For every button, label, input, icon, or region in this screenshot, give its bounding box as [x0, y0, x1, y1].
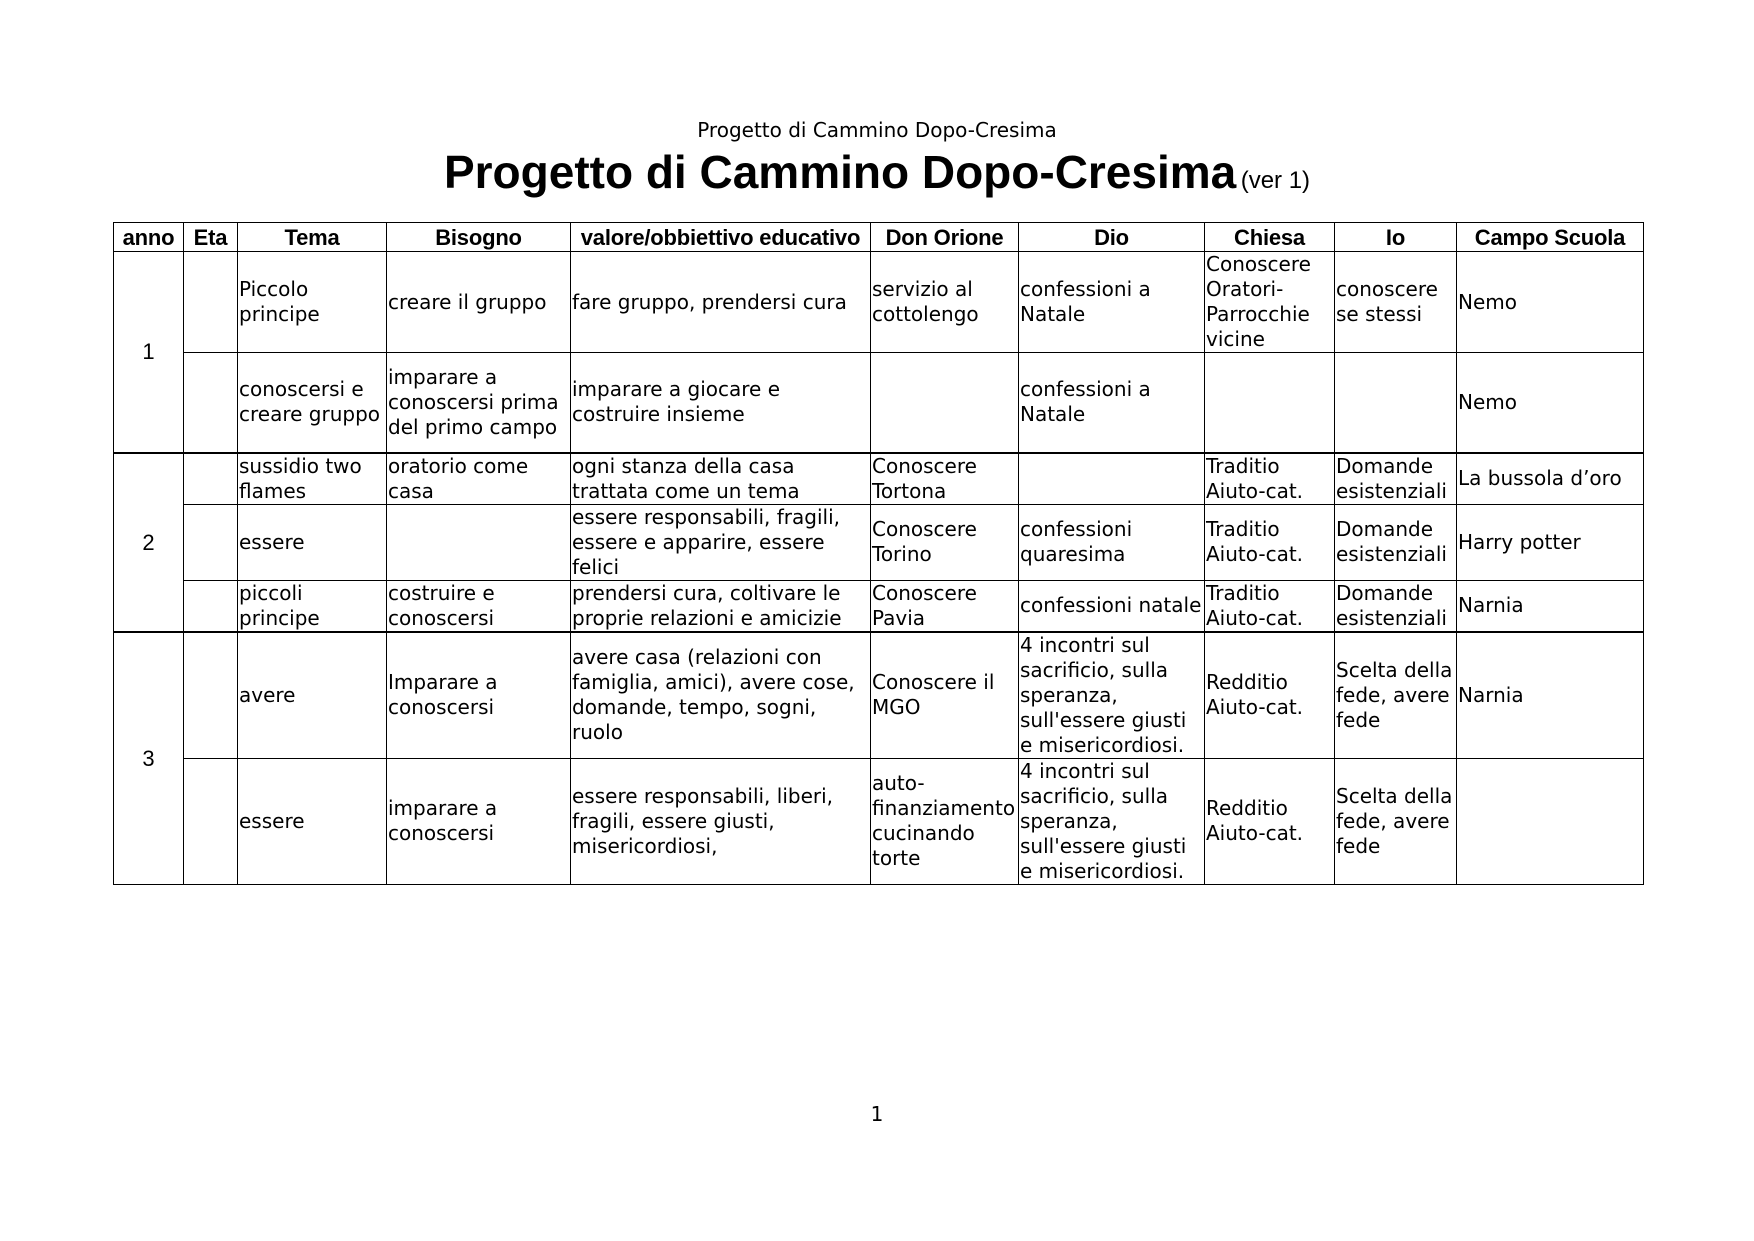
cell-io: Scelta della fede, avere fede [1335, 632, 1457, 759]
cell-campo-scuola: Narnia [1457, 632, 1644, 759]
column-header-valore: valore/obbiettivo educativo [571, 223, 871, 252]
cell-io: Domande esistenziali [1335, 453, 1457, 505]
page-title-block [0, 144, 1754, 212]
cell-dio [1019, 453, 1205, 505]
table-header-row [114, 223, 1644, 252]
column-header-io: Io [1335, 223, 1457, 252]
cell-bisogno: imparare a conoscersi [387, 758, 571, 884]
cell-dio: confessioni a Natale [1019, 353, 1205, 453]
cell-tema: sussidio two flames [238, 453, 387, 505]
cell-io: conoscere se stessi [1335, 252, 1457, 353]
cell-valore: essere responsabili, liberi, fragili, essere giusti, misericordiosi, [571, 758, 871, 884]
cell-io [1335, 353, 1457, 453]
cell-chiesa: Redditio Aiuto-cat. [1205, 632, 1335, 759]
version-label: (ver 1) [1240, 167, 1311, 194]
cell-tema: conoscersi e creare gruppo [238, 353, 387, 453]
table-row [114, 580, 1644, 632]
column-header-tema: Tema [238, 223, 387, 252]
header-small-title: Progetto di Cammino Dopo-Cresima [697, 118, 1057, 142]
cell-dio: confessioni quaresima [1019, 504, 1205, 580]
cell-chiesa: Traditio Aiuto-cat. [1205, 504, 1335, 580]
cell-campo-scuola: Harry potter [1457, 504, 1644, 580]
cell-chiesa: Traditio Aiuto-cat. [1205, 453, 1335, 505]
year-cell: 2 [114, 453, 184, 632]
cell-bisogno: oratorio come casa [387, 453, 571, 505]
cell-chiesa: Conoscere Oratori-Parrocchie vicine [1205, 252, 1335, 353]
column-header-dio: Dio [1019, 223, 1205, 252]
cell-dio: confessioni natale [1019, 580, 1205, 632]
column-header-eta: Eta [184, 223, 238, 252]
year-cell: 1 [114, 252, 184, 453]
cell-don-orione: servizio al cottolengo [871, 252, 1019, 353]
cell-campo-scuola: Nemo [1457, 252, 1644, 353]
cell-valore: fare gruppo, prendersi cura [571, 252, 871, 353]
cell-dio: 4 incontri sul sacrificio, sulla speranza, sull'essere giusti e misericordiosi. [1019, 758, 1205, 884]
cell-bisogno: imparare a conoscersi prima del primo campo [387, 353, 571, 453]
cell-valore: imparare a giocare e costruire insieme [571, 353, 871, 453]
cell-eta [184, 580, 238, 632]
cell-eta [184, 353, 238, 453]
table-row [114, 353, 1644, 453]
cell-tema: essere [238, 504, 387, 580]
plan-table [113, 222, 1644, 885]
cell-dio: 4 incontri sul sacrificio, sulla speranza, sull'essere giusti e misericordiosi. [1019, 632, 1205, 759]
cell-valore: avere casa (relazioni con famiglia, amici), avere cose, domande, tempo, sogni, ruolo [571, 632, 871, 759]
cell-eta [184, 632, 238, 759]
cell-bisogno [387, 504, 571, 580]
year-cell: 3 [114, 632, 184, 885]
cell-eta [184, 504, 238, 580]
cell-valore: essere responsabili, fragili, essere e apparire, essere felici [571, 504, 871, 580]
table-row [114, 453, 1644, 505]
cell-don-orione: Conoscere Pavia [871, 580, 1019, 632]
cell-valore: prendersi cura, coltivare le proprie relazioni e amicizie [571, 580, 871, 632]
cell-chiesa: Redditio Aiuto-cat. [1205, 758, 1335, 884]
cell-campo-scuola: La bussola d’oro [1457, 453, 1644, 505]
cell-chiesa [1205, 353, 1335, 453]
table-row [114, 632, 1644, 759]
cell-don-orione: Conoscere Torino [871, 504, 1019, 580]
column-header-campo-scuola: Campo Scuola [1457, 223, 1644, 252]
cell-don-orione: Conoscere Tortona [871, 453, 1019, 505]
page-number: 1 [870, 1102, 884, 1126]
cell-bisogno: creare il gruppo [387, 252, 571, 353]
cell-tema: Piccolo principe [238, 252, 387, 353]
cell-campo-scuola: Narnia [1457, 580, 1644, 632]
cell-io: Domande esistenziali [1335, 580, 1457, 632]
table-row [114, 504, 1644, 580]
cell-valore: ogni stanza della casa trattata come un tema [571, 453, 871, 505]
column-header-bisogno: Bisogno [387, 223, 571, 252]
cell-don-orione: Conoscere il MGO [871, 632, 1019, 759]
column-header-don-orione: Don Orione [871, 223, 1019, 252]
column-header-chiesa: Chiesa [1205, 223, 1335, 252]
cell-bisogno: Imparare a conoscersi [387, 632, 571, 759]
table-row [114, 252, 1644, 353]
cell-campo-scuola: Nemo [1457, 353, 1644, 453]
cell-eta [184, 758, 238, 884]
cell-don-orione [871, 353, 1019, 453]
cell-io: Scelta della fede, avere fede [1335, 758, 1457, 884]
cell-dio: confessioni a Natale [1019, 252, 1205, 353]
column-header-anno: anno [114, 223, 184, 252]
cell-io: Domande esistenziali [1335, 504, 1457, 580]
cell-tema: avere [238, 632, 387, 759]
cell-don-orione: auto-finanziamento cucinando torte [871, 758, 1019, 884]
table-row [114, 758, 1644, 884]
cell-tema: essere [238, 758, 387, 884]
cell-campo-scuola [1457, 758, 1644, 884]
cell-eta [184, 453, 238, 505]
cell-bisogno: costruire e conoscersi [387, 580, 571, 632]
cell-tema: piccoli principe [238, 580, 387, 632]
cell-eta [184, 252, 238, 353]
cell-chiesa: Traditio Aiuto-cat. [1205, 580, 1335, 632]
page-title: Progetto di Cammino Dopo-Cresima [443, 146, 1237, 198]
